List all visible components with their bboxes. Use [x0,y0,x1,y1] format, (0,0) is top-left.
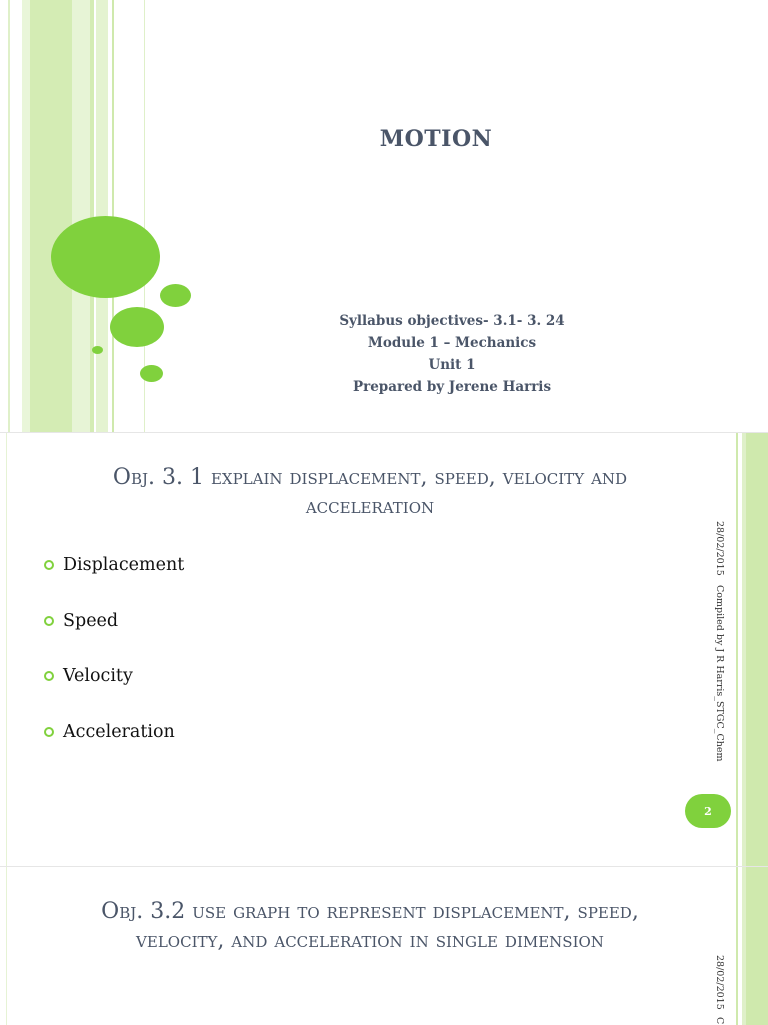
objective-title-line: velocity, and acceleration in single dimension [136,928,604,953]
objective-title [40,463,700,521]
syllabus-line: Syllabus objectives- 3.1- 3. 24 [339,313,565,329]
unit-line: Unit 1 [428,357,476,373]
list-item [44,537,184,593]
decor-stripe [6,867,7,1025]
objective-title-line: Obj. 3. 1 explain displacement, speed, velocity and [112,465,628,490]
author-line: Prepared by Jerene Harris [352,379,552,395]
footer-date: 28/02/2015 [714,955,725,1010]
slide-objective-3-1 [0,432,768,867]
decor-stripe [746,433,768,867]
decor-stripe [30,0,72,432]
bullet-text: Velocity [63,666,133,687]
decor-circle-medium [110,307,164,347]
decor-stripe [736,867,738,1025]
objective-title-line: acceleration [305,494,435,519]
decor-stripe [6,433,7,867]
list-item [44,648,184,704]
list-item [44,704,184,760]
bullet-list [44,537,184,760]
decor-circle-large [51,216,160,298]
module-line: Module 1 – Mechanics [367,335,537,351]
bullet-text: Acceleration [63,721,175,742]
decor-circle-tiny [92,346,103,354]
bullet-text: Displacement [63,554,185,575]
list-item [44,593,184,649]
decor-stripe [22,0,30,432]
objective-title [40,897,700,955]
slide-title-heading: MOTION [379,126,493,152]
footer-credit: C [714,1017,725,1025]
objective-title-line: Obj. 3.2 use graph to represent displacement, speed, [101,899,639,924]
decor-circle-small [160,284,191,307]
footer-date: 28/02/2015 [714,521,725,576]
slide-title [0,0,768,432]
decor-stripe [746,867,768,1025]
bullet-icon [44,671,54,681]
bullet-icon [44,560,54,570]
decor-stripe [736,433,738,867]
slide-subtitle [300,310,604,398]
bullet-icon [44,727,54,737]
page-number-badge: 2 [685,794,731,828]
decor-stripe [8,0,10,432]
decor-circle-small [140,365,163,382]
bullet-text: Speed [63,610,119,631]
decor-stripe [72,0,90,432]
footer-credit: Compiled by J R Harris_STGC_Chem [714,585,725,762]
bullet-icon [44,616,54,626]
slide-objective-3-2 [0,866,768,1025]
